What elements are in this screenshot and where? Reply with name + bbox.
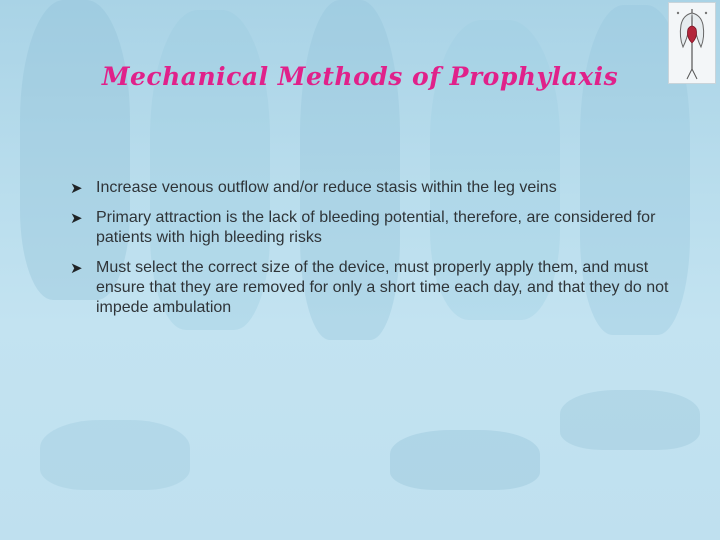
bullet-text: Primary attraction is the lack of bleeding potential, therefore, are considered for patients with high bleeding risks <box>96 209 656 246</box>
bullet-item <box>70 258 670 318</box>
arrow-bullet-icon: ➤ <box>70 180 83 197</box>
slide-title: Mechanical Methods of Prophylaxis <box>101 62 619 91</box>
bullet-text: Must select the correct size of the device, must properly apply them, and must ensure that they are removed for only a short time each day, and that they do not impede ambulation <box>96 259 669 316</box>
arrow-bullet-icon: ➤ <box>70 260 83 277</box>
bullet-list <box>70 178 670 328</box>
heart-lungs-logo <box>668 2 716 84</box>
heart-lungs-anatomy-icon <box>669 3 715 83</box>
bullet-item <box>70 208 670 248</box>
arrow-bullet-icon: ➤ <box>70 210 83 227</box>
bullet-text: Increase venous outflow and/or reduce stasis within the leg veins <box>96 179 557 196</box>
background-shoe <box>40 420 190 490</box>
background-shoe <box>560 390 700 450</box>
background-shoe <box>390 430 540 490</box>
bullet-item <box>70 178 670 198</box>
